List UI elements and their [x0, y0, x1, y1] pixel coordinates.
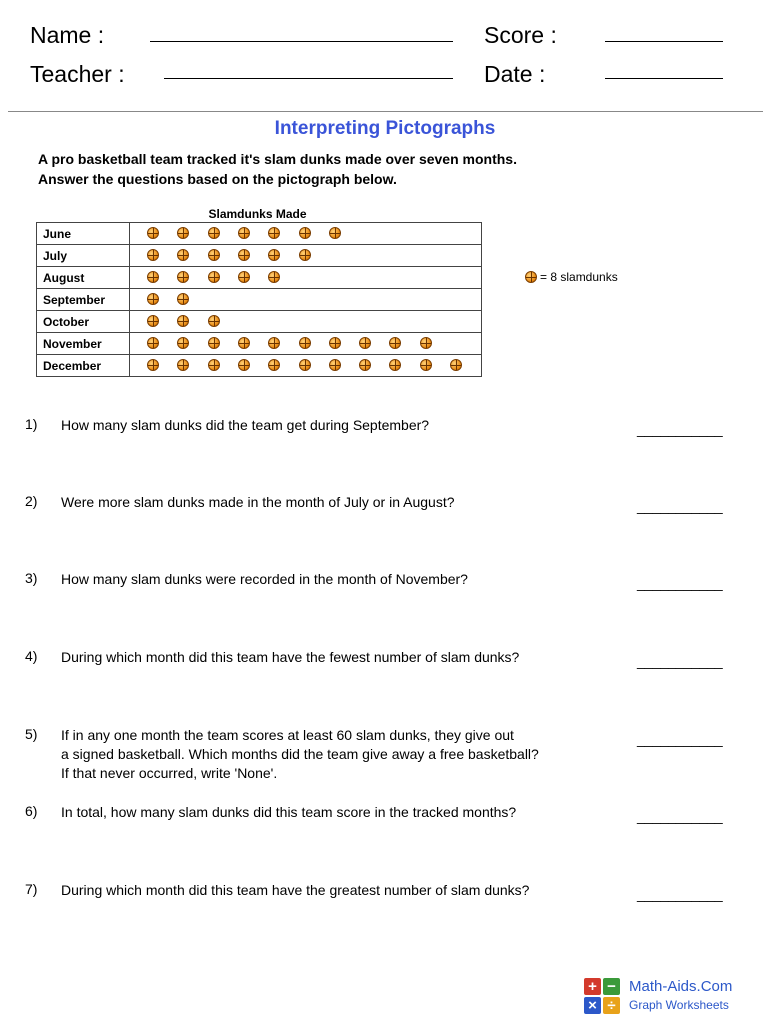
basketball-icon [208, 315, 220, 327]
basketball-icon [359, 359, 371, 371]
date-line[interactable] [605, 78, 723, 79]
basketball-icon [177, 249, 189, 261]
intro-line-1: A pro basketball team tracked it's slam dunks made over seven months. [38, 151, 517, 167]
basketball-icon [268, 249, 280, 261]
basketball-icon [147, 359, 159, 371]
basketball-icon [389, 359, 401, 371]
pictograph-row [37, 223, 482, 245]
teacher-label: Teacher : [30, 61, 125, 87]
question-text-line: If in any one month the team scores at least 60 slam dunks, they give out [61, 727, 514, 743]
answer-blank[interactable]: ___________ [637, 886, 723, 902]
basketball-icon [147, 227, 159, 239]
score-line[interactable] [605, 41, 723, 42]
icon-cell [130, 267, 482, 289]
name-label: Name : [30, 22, 105, 48]
basketball-icon [147, 271, 159, 283]
question-text-line: a signed basketball. Which months did the team give away a free basketball? [61, 746, 539, 762]
basketball-icon [238, 337, 250, 349]
math-symbols-icon [584, 978, 620, 1014]
pictograph-row [37, 289, 482, 311]
question-number: 3) [25, 570, 38, 586]
question-number: 4) [25, 648, 38, 664]
question-text: In total, how many slam dunks did this team score in the tracked months? [61, 804, 517, 820]
question-text [61, 726, 601, 783]
name-line[interactable] [150, 41, 453, 42]
basketball-icon [329, 227, 341, 239]
basketball-icon [268, 227, 280, 239]
basketball-icon [177, 227, 189, 239]
month-label: December [37, 355, 130, 377]
basketball-icon [359, 337, 371, 349]
answer-blank[interactable]: ___________ [637, 421, 723, 437]
score-label: Score : [484, 22, 557, 48]
basketball-icon [389, 337, 401, 349]
basketball-icon [238, 249, 250, 261]
basketball-icon [177, 293, 189, 305]
basketball-icon [147, 293, 159, 305]
pictograph-row [37, 267, 482, 289]
month-label: September [37, 289, 130, 311]
times-icon: × [584, 997, 601, 1014]
icon-cell [130, 333, 482, 355]
basketball-icon [177, 315, 189, 327]
basketball-icon [238, 227, 250, 239]
basketball-icon [208, 249, 220, 261]
pictograph-row [37, 245, 482, 267]
question-number: 6) [25, 803, 38, 819]
chart-title: Slamdunks Made [208, 207, 307, 221]
question-text: How many slam dunks did the team get during September? [61, 417, 430, 433]
basketball-icon [208, 227, 220, 239]
question-text: How many slam dunks were recorded in the month of November? [61, 571, 468, 587]
question-number: 5) [25, 726, 38, 742]
basketball-icon [268, 337, 280, 349]
basketball-icon [268, 271, 280, 283]
answer-blank[interactable]: ___________ [637, 731, 723, 747]
key-label: = 8 slamdunks [540, 270, 618, 284]
basketball-icon [329, 359, 341, 371]
plus-icon: + [584, 978, 601, 995]
icon-cell [130, 289, 482, 311]
pictograph-row [37, 311, 482, 333]
brand-name[interactable]: Math-Aids.Com [629, 978, 733, 995]
basketball-icon [329, 337, 341, 349]
question-number: 1) [25, 416, 38, 432]
month-label: November [37, 333, 130, 355]
basketball-icon [299, 359, 311, 371]
basketball-icon [525, 271, 537, 283]
pictograph-key [525, 269, 618, 284]
teacher-line[interactable] [164, 78, 453, 79]
pictograph-row [37, 333, 482, 355]
page-title: Interpreting Pictographs [274, 118, 496, 139]
basketball-icon [420, 337, 432, 349]
icon-cell [130, 311, 482, 333]
question-text: Were more slam dunks made in the month of July or in August? [61, 494, 455, 510]
minus-icon: − [603, 978, 620, 995]
basketball-icon [147, 315, 159, 327]
divide-icon: ÷ [603, 997, 620, 1014]
basketball-icon [147, 249, 159, 261]
basketball-icon [299, 227, 311, 239]
basketball-icon [208, 359, 220, 371]
date-label: Date : [484, 61, 546, 87]
basketball-icon [299, 249, 311, 261]
icon-cell [130, 355, 482, 377]
question-text: During which month did this team have the greatest number of slam dunks? [61, 882, 530, 898]
pictograph-row [37, 355, 482, 377]
question-text-line: If that never occurred, write 'None'. [61, 765, 278, 781]
icon-cell [130, 223, 482, 245]
basketball-icon [208, 337, 220, 349]
month-label: October [37, 311, 130, 333]
month-label: June [37, 223, 130, 245]
month-label: July [37, 245, 130, 267]
brand-subtitle: Graph Worksheets [629, 998, 729, 1012]
basketball-icon [450, 359, 462, 371]
question-text: During which month did this team have the fewest number of slam dunks? [61, 649, 520, 665]
basketball-icon [147, 337, 159, 349]
icon-cell [130, 245, 482, 267]
intro-line-2: Answer the questions based on the pictograph below. [38, 171, 397, 187]
answer-blank[interactable]: ___________ [637, 653, 723, 669]
basketball-icon [177, 337, 189, 349]
basketball-icon [177, 271, 189, 283]
answer-blank[interactable]: ___________ [637, 808, 723, 824]
basketball-icon [268, 359, 280, 371]
header-divider [8, 111, 763, 112]
answer-blank[interactable]: ___________ [637, 498, 723, 514]
basketball-icon [299, 337, 311, 349]
basketball-icon [238, 271, 250, 283]
pictograph-table [36, 222, 482, 377]
basketball-icon [238, 359, 250, 371]
question-number: 2) [25, 493, 38, 509]
month-label: August [37, 267, 130, 289]
basketball-icon [420, 359, 432, 371]
basketball-icon [208, 271, 220, 283]
question-number: 7) [25, 881, 38, 897]
answer-blank[interactable]: ___________ [637, 575, 723, 591]
basketball-icon [177, 359, 189, 371]
